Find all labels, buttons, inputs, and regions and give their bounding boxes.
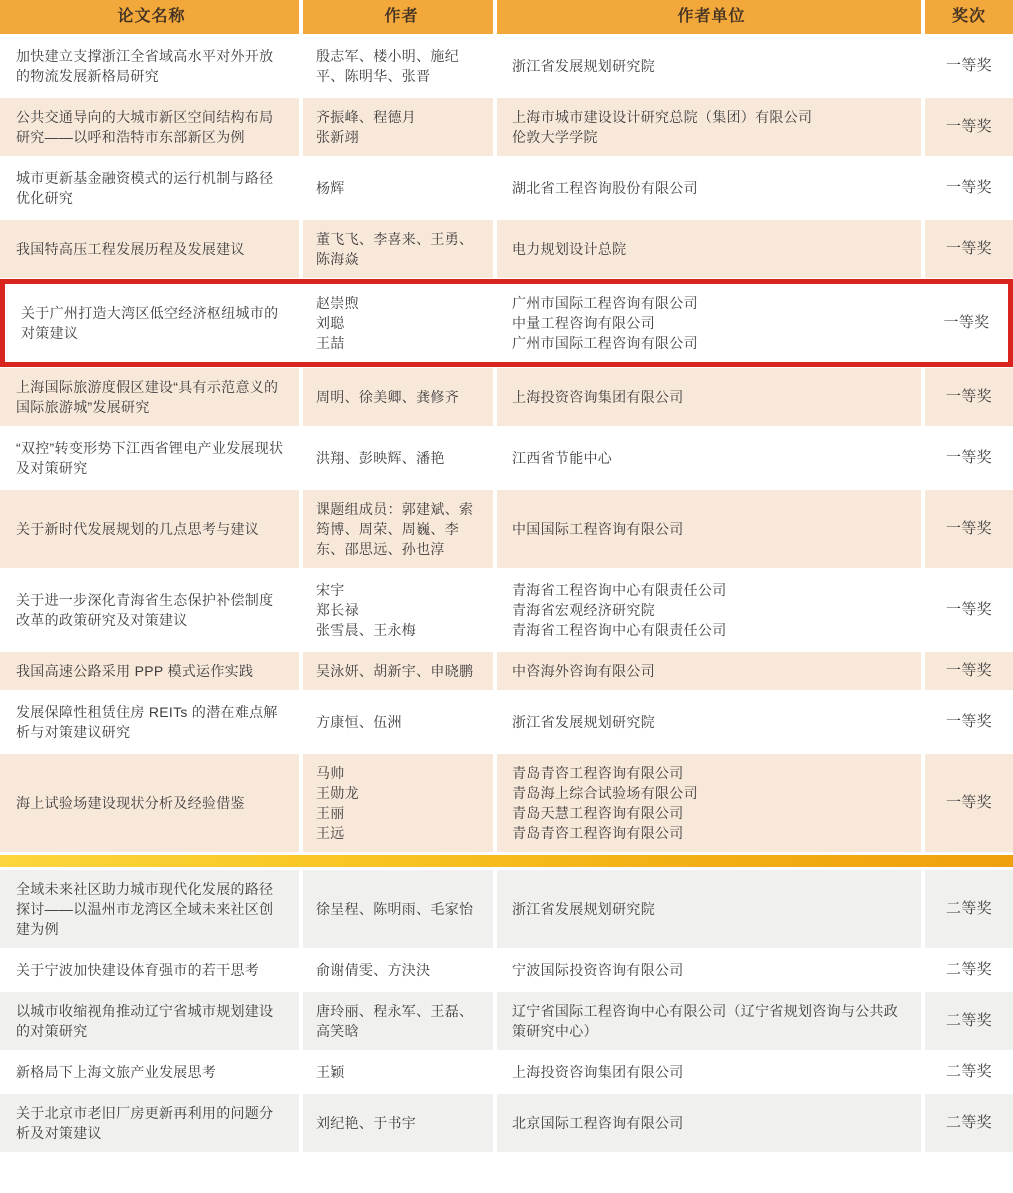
authors-cell [299, 37, 493, 95]
authors-cell [299, 571, 493, 649]
authors-cell [299, 1094, 493, 1152]
text-line: 青岛天慧工程咨询有限公司 [512, 805, 684, 821]
authors-cell [299, 652, 493, 690]
paper-title-cell [0, 951, 299, 989]
paper-title: 发展保障性租赁住房 REITs 的潜在难点解析与对策建议研究 [16, 704, 278, 740]
text-line: 杨辉 [316, 180, 345, 196]
text-line: 青岛青咨工程咨询有限公司 [512, 825, 684, 841]
award-cell [921, 159, 1013, 217]
award-cell [921, 368, 1013, 426]
text-line: 张雪晨、王永梅 [316, 622, 417, 638]
text-line: 齐振峰、程德月 [316, 109, 417, 125]
award-label: 二等奖 [946, 1063, 992, 1080]
award-label: 一等奖 [946, 118, 992, 135]
paper-title: 我国高速公路采用 PPP 模式运作实践 [16, 663, 254, 679]
paper-title-cell [0, 1094, 299, 1152]
text-line: 张新翊 [316, 129, 359, 145]
table-row [0, 98, 1013, 156]
table-row [0, 37, 1013, 95]
award-label: 一等奖 [946, 662, 992, 679]
paper-title-cell [0, 652, 299, 690]
text-line: 王远 [316, 825, 345, 841]
text-line: 刘聪 [316, 315, 345, 331]
award-label: 一等奖 [946, 240, 992, 257]
organizations-cell [493, 220, 921, 278]
organizations-cell [493, 870, 921, 948]
award-label: 一等奖 [946, 520, 992, 537]
award-cell [921, 37, 1013, 95]
table-row [0, 1053, 1013, 1091]
text-line: 课题组成员：郭建斌、索筠博、周荣、周巍、李东、邵思远、孙也淳 [316, 501, 474, 557]
organizations-cell [493, 652, 921, 690]
header-cell-paper-title: 论文名称 [117, 8, 186, 25]
table-row [0, 429, 1013, 487]
text-line: 青岛海上综合试验场有限公司 [512, 785, 698, 801]
award-cell [921, 490, 1013, 568]
text-line: 伦敦大学学院 [512, 129, 598, 145]
text-line: 江西省节能中心 [512, 450, 613, 466]
table-row [0, 220, 1013, 278]
authors-cell [299, 368, 493, 426]
text-line: 辽宁省国际工程咨询中心有限公司（辽宁省规划咨询与公共政策研究中心） [512, 1003, 899, 1039]
paper-title-cell [0, 870, 299, 948]
organizations-cell [493, 693, 921, 751]
award-cell [921, 220, 1013, 278]
authors-cell [299, 159, 493, 217]
text-line: 王颖 [316, 1064, 345, 1080]
authors-cell [299, 490, 493, 568]
organizations-cell [493, 1053, 921, 1091]
paper-title-cell [0, 220, 299, 278]
table-row [0, 992, 1013, 1050]
award-cell [921, 284, 1008, 362]
paper-title-cell [0, 571, 299, 649]
text-line: 中量工程咨询有限公司 [512, 315, 655, 331]
paper-title-cell [0, 992, 299, 1050]
text-line: 中国国际工程咨询有限公司 [512, 521, 684, 537]
text-line: 周明、徐美卿、龚修齐 [316, 389, 459, 405]
award-label: 一等奖 [946, 794, 992, 811]
award-cell [921, 98, 1013, 156]
award-cell [921, 652, 1013, 690]
text-line: 青岛青咨工程咨询有限公司 [512, 765, 684, 781]
text-line: 浙江省发展规划研究院 [512, 58, 655, 74]
award-label: 一等奖 [946, 179, 992, 196]
award-cell [921, 1053, 1013, 1091]
header-cell-authors: 作者 [299, 0, 493, 34]
paper-title-cell [0, 1053, 299, 1091]
paper-title: 城市更新基金融资模式的运行机制与路径优化研究 [16, 170, 274, 206]
paper-title: 关于宁波加快建设体育强市的若干思考 [16, 962, 260, 978]
text-line: 王丽 [316, 805, 345, 821]
award-cell [921, 571, 1013, 649]
authors-cell [299, 870, 493, 948]
text-line: 俞谢倩雯、方決決 [316, 962, 431, 978]
organizations-cell [493, 368, 921, 426]
paper-title-cell [0, 490, 299, 568]
paper-title-cell [0, 159, 299, 217]
organizations-cell [493, 37, 921, 95]
header-cell-organization: 作者单位 [493, 0, 921, 34]
highlighted-table-row [0, 279, 1013, 367]
paper-title: 关于北京市老旧厂房更新再利用的问题分析及对策建议 [16, 1105, 274, 1141]
paper-title: 海上试验场建设现状分析及经验借鉴 [16, 795, 245, 811]
paper-title-cell [0, 98, 299, 156]
paper-title: 关于新时代发展规划的几点思考与建议 [16, 521, 260, 537]
paper-title: 关于进一步深化青海省生态保护补偿制度改革的政策研究及对策建议 [16, 592, 274, 628]
text-line: 徐呈程、陈明雨、毛家怡 [316, 901, 474, 917]
paper-title-cell [0, 368, 299, 426]
text-line: 上海投资咨询集团有限公司 [512, 1064, 684, 1080]
paper-title-cell [0, 37, 299, 95]
authors-cell [299, 429, 493, 487]
text-line: 赵崇煦 [316, 295, 359, 311]
text-line: 唐玲丽、程永军、王磊、高笑晗 [316, 1003, 474, 1039]
authors-cell [299, 220, 493, 278]
organizations-cell [493, 1094, 921, 1152]
award-label: 二等奖 [946, 961, 992, 978]
award-cell [921, 951, 1013, 989]
table-row [0, 490, 1013, 568]
text-line: 王喆 [316, 335, 345, 351]
text-line: 上海市城市建设设计研究总院（集团）有限公司 [512, 109, 813, 125]
text-line: 广州市国际工程咨询有限公司 [512, 295, 698, 311]
paper-title-cell [0, 754, 299, 852]
text-line: 殷志军、楼小明、施纪平、陈明华、张晋 [316, 48, 459, 84]
authors-cell [299, 1053, 493, 1091]
text-line: 中咨海外咨询有限公司 [512, 663, 655, 679]
table-row [0, 1094, 1013, 1152]
text-line: 刘纪艳、于书宇 [316, 1115, 417, 1131]
header-cell-award: 奖次 [921, 0, 1013, 34]
section-divider-bar [0, 855, 1013, 867]
award-label: 一等奖 [946, 601, 992, 618]
organizations-cell [493, 951, 921, 989]
organizations-cell [493, 429, 921, 487]
award-label: 二等奖 [946, 1012, 992, 1029]
award-cell [921, 754, 1013, 852]
paper-title: 公共交通导向的大城市新区空间结构布局研究——以呼和浩特市东部新区为例 [16, 109, 274, 145]
text-line: 青海省工程咨询中心有限责任公司 [512, 582, 727, 598]
text-line: 湖北省工程咨询股份有限公司 [512, 180, 698, 196]
text-line: 方康恒、伍洲 [316, 714, 402, 730]
award-label: 一等奖 [943, 314, 990, 331]
award-label: 一等奖 [946, 449, 992, 466]
text-line: 郑长禄 [316, 602, 359, 618]
table-row [0, 693, 1013, 751]
table-row [0, 754, 1013, 852]
text-line: 青海省宏观经济研究院 [512, 602, 655, 618]
text-line: 吴泳妍、胡新宇、申晓鹏 [316, 663, 474, 679]
authors-cell [299, 992, 493, 1050]
award-cell [921, 693, 1013, 751]
paper-title: 我国特高压工程发展历程及发展建议 [16, 241, 245, 257]
award-cell [921, 1094, 1013, 1152]
paper-title: 加快建立支撑浙江全省域高水平对外开放的物流发展新格局研究 [16, 48, 274, 84]
authors-cell [299, 284, 493, 362]
award-label: 一等奖 [946, 713, 992, 730]
table-header [0, 0, 1013, 34]
table-row [0, 951, 1013, 989]
organizations-cell [493, 159, 921, 217]
table-row [0, 159, 1013, 217]
organizations-cell [493, 98, 921, 156]
table-row [0, 870, 1013, 948]
paper-title: 上海国际旅游度假区建设“具有示范意义的国际旅游城”发展研究 [16, 379, 279, 415]
text-line: 青海省工程咨询中心有限责任公司 [512, 622, 727, 638]
organizations-cell [493, 992, 921, 1050]
paper-title: 全域未来社区助力城市现代化发展的路径探讨——以温州市龙湾区全域未来社区创建为例 [16, 881, 274, 937]
table-row [0, 652, 1013, 690]
award-cell [921, 870, 1013, 948]
authors-cell [299, 951, 493, 989]
award-label: 一等奖 [946, 57, 992, 74]
text-line: 电力规划设计总院 [512, 241, 627, 257]
text-line: 宁波国际投资咨询有限公司 [512, 962, 684, 978]
paper-title: 以城市收缩视角推动辽宁省城市规划建设的对策研究 [16, 1003, 274, 1039]
text-line: 上海投资咨询集团有限公司 [512, 389, 684, 405]
paper-title: 关于广州打造大湾区低空经济枢纽城市的对策建议 [21, 305, 279, 341]
text-line: 王勋龙 [316, 785, 359, 801]
award-label: 二等奖 [946, 1114, 992, 1131]
authors-cell [299, 693, 493, 751]
table-row [0, 368, 1013, 426]
award-label: 一等奖 [946, 388, 992, 405]
text-line: 洪翔、彭映辉、潘艳 [316, 450, 445, 466]
organizations-cell [493, 490, 921, 568]
text-line: 广州市国际工程咨询有限公司 [512, 335, 698, 351]
award-cell [921, 429, 1013, 487]
text-line: 北京国际工程咨询有限公司 [512, 1115, 684, 1131]
text-line: 浙江省发展规划研究院 [512, 901, 655, 917]
award-label: 二等奖 [946, 900, 992, 917]
table-row [0, 571, 1013, 649]
organizations-cell [493, 754, 921, 852]
paper-title: “双控”转变形势下江西省锂电产业发展现状及对策研究 [16, 440, 284, 476]
paper-title: 新格局下上海文旅产业发展思考 [16, 1064, 217, 1080]
text-line: 宋宇 [316, 582, 345, 598]
organizations-cell [493, 571, 921, 649]
paper-title-cell [0, 429, 299, 487]
text-line: 马帅 [316, 765, 345, 781]
authors-cell [299, 98, 493, 156]
text-line: 董飞飞、李喜来、王勇、陈海焱 [316, 231, 474, 267]
award-cell [921, 992, 1013, 1050]
paper-title-cell [0, 693, 299, 751]
organizations-cell [493, 284, 921, 362]
paper-title-cell [5, 284, 299, 362]
text-line: 浙江省发展规划研究院 [512, 714, 655, 730]
authors-cell [299, 754, 493, 852]
